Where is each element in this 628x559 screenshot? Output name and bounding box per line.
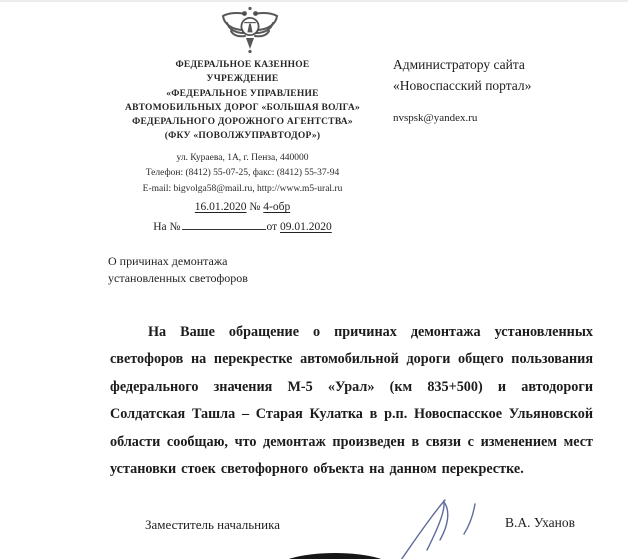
body-paragraph: На Ваше обращение о причинах демонтажа установленных светофоров на перекрестке автомобильной дороги общего пользования федерального значения М-5 «Урал» (км 835+500) и автодороги Солдатская Ташла – Старая Кулатка в р.п. Новоспасское Ульяновской области сообщаю, что демонтаж произведен в связи с изменением мест установки стоек светофорного объекта на данном перекрестке. — [110, 324, 593, 478]
coat-of-arms-emblem — [217, 4, 283, 56]
org-phone: Телефон: (8412) 55-07-25, факс: (8412) 55-37-94 — [145, 168, 340, 179]
subject-line: установленных светофоров — [108, 271, 248, 285]
reply-number-blank — [182, 218, 266, 230]
org-line: (ФКУ «ПОВОЛЖУПРАВТОДОР») — [164, 131, 321, 142]
reply-prefix: На № — [153, 221, 181, 233]
incoming-date: 09.01.2020 — [280, 221, 332, 233]
recipient-title: Администратору сайта — [393, 57, 525, 72]
outgoing-date: 16.01.2020 — [194, 201, 247, 213]
org-address: ул. Кураева, 1А, г. Пенза, 440000 — [176, 153, 309, 163]
subject-line: О причинах демонтажа — [108, 254, 228, 268]
handwritten-signature — [393, 494, 495, 559]
number-sign: № — [249, 201, 261, 213]
recipient-email: nvspsk@yandex.ru — [393, 112, 478, 124]
org-line: ФЕДЕРАЛЬНОГО ДОРОЖНОГО АГЕНТСТВА» — [132, 117, 353, 128]
recipient-name: «Новоспасский портал» — [393, 78, 532, 93]
org-line: УЧРЕЖДЕНИЕ — [206, 74, 279, 85]
reference-block — [90, 201, 395, 233]
outgoing-number: 4-обр — [263, 201, 291, 213]
org-line: АВТОМОБИЛЬНЫХ ДОРОГ «БОЛЬШАЯ ВОЛГА» — [125, 102, 360, 113]
signer-position: Заместитель начальника — [145, 517, 280, 532]
letterhead-org-name — [90, 58, 395, 144]
recipient-block — [393, 54, 618, 125]
letterhead-contacts — [90, 151, 395, 197]
org-line: «ФЕДЕРАЛЬНОЕ УПРАВЛЕНИЕ — [166, 88, 319, 99]
incoming-reference-line — [90, 218, 395, 233]
signer-name: В.А. Уханов — [505, 515, 575, 530]
org-line: ФЕДЕРАЛЬНОЕ КАЗЕННОЕ — [175, 60, 310, 70]
subject-block — [108, 253, 348, 287]
org-email-site: E-mail: bigvolga58@mail.ru, http://www.m5-ural.ru — [142, 183, 343, 194]
reply-from-label: от — [266, 221, 278, 233]
bottom-dark-arc — [273, 553, 397, 559]
outgoing-reference-line — [90, 201, 395, 213]
